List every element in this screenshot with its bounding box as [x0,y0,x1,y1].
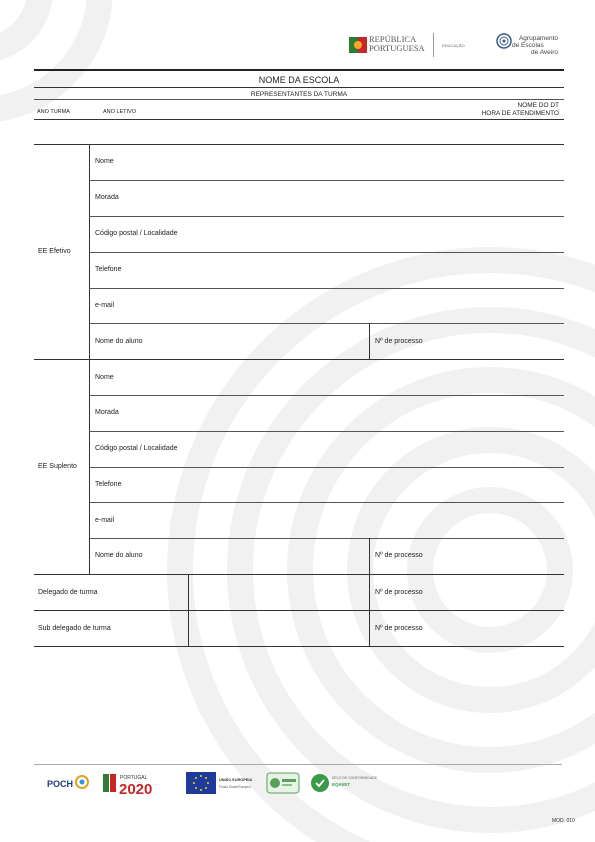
poch-logo [46,773,90,793]
ano-letivo-label: ANO LETIVO [103,109,137,115]
ee-suplente-aluno-field[interactable]: Nome do aluno [95,552,143,559]
mod-code: MOD. 010 [552,818,575,824]
fundo-text: Fundo Social Europeu [219,785,251,789]
ee-efetivo-morada-field[interactable]: Morada [95,194,119,201]
ee-efetivo-label: EE Efetivo [38,248,71,255]
selo-text: SELO DE CONFORMIDADE [332,776,377,780]
eqavet-selo-logo [310,772,377,796]
ee-efetivo-nome-field[interactable]: Nome [95,158,114,165]
ee-suplente-codigo-postal-field[interactable]: Código postal / Localidade [95,445,178,452]
ee-efetivo-processo-field[interactable]: Nº de processo [375,338,423,345]
ee-suplente-nome-field[interactable]: Nome [95,374,114,381]
uniao-europeia-logo [186,772,260,794]
ee-suplente-label: EE Suplento [38,463,77,470]
year-text: 2020 [119,781,153,798]
portugal-2020-logo [103,770,175,796]
ee-efetivo-email-field[interactable]: e-mail [95,302,115,309]
republica-portuguesa-logo [346,33,370,57]
agrupamento-logo [496,33,512,49]
eqavet-text: EQAVET [332,782,351,787]
nome-dt-label: NOME DO DT [517,102,559,109]
ee-efetivo-codigo-postal-field[interactable]: Código postal / Localidade [95,230,178,237]
delegado-label: Delegado de turma [38,589,98,596]
ee-suplente-processo-field[interactable]: Nº de processo [375,552,423,559]
aveiro-spiral-icon [496,33,512,49]
ano-turma-label: ANO TURMA [37,109,70,115]
aveiro-text: de Aveiro [531,49,558,56]
representantes-subtitle: REPRESENTANTES DA TURMA [250,91,348,98]
educacao-label: EDUCAÇÃO [442,43,465,48]
portugal-text: PORTUGAL [120,775,148,781]
school-name-title: NOME DA ESCOLA [258,75,340,85]
subdelegado-label: Sub delegado de turma [38,625,111,632]
escola-selo-logo [266,772,300,794]
poch-text: POCH [47,779,74,789]
ee-suplente-telefone-field[interactable]: Telefone [95,481,122,488]
ee-suplente-morada-field[interactable]: Morada [95,409,119,416]
subdelegado-processo-field[interactable]: Nº de processo [375,625,423,632]
escolas-text: de Escolas [512,42,544,49]
ee-efetivo-telefone-field[interactable]: Telefone [95,266,122,273]
republica-text: REPÚBLICA [369,34,417,44]
portugal-flag-icon [346,33,370,57]
delegado-processo-field[interactable]: Nº de processo [375,589,423,596]
agrupamento-text: Agrupamento [518,35,558,42]
portuguesa-text: PORTUGUESA [369,43,425,53]
ee-suplente-email-field[interactable]: e-mail [95,517,115,524]
ee-efetivo-aluno-field[interactable]: Nome do aluno [95,338,143,345]
uniao-europeia-text: UNIÃO EUROPEIA [219,778,253,782]
hora-atendimento-label: HORA DE ATENDIMENTO [481,110,559,117]
